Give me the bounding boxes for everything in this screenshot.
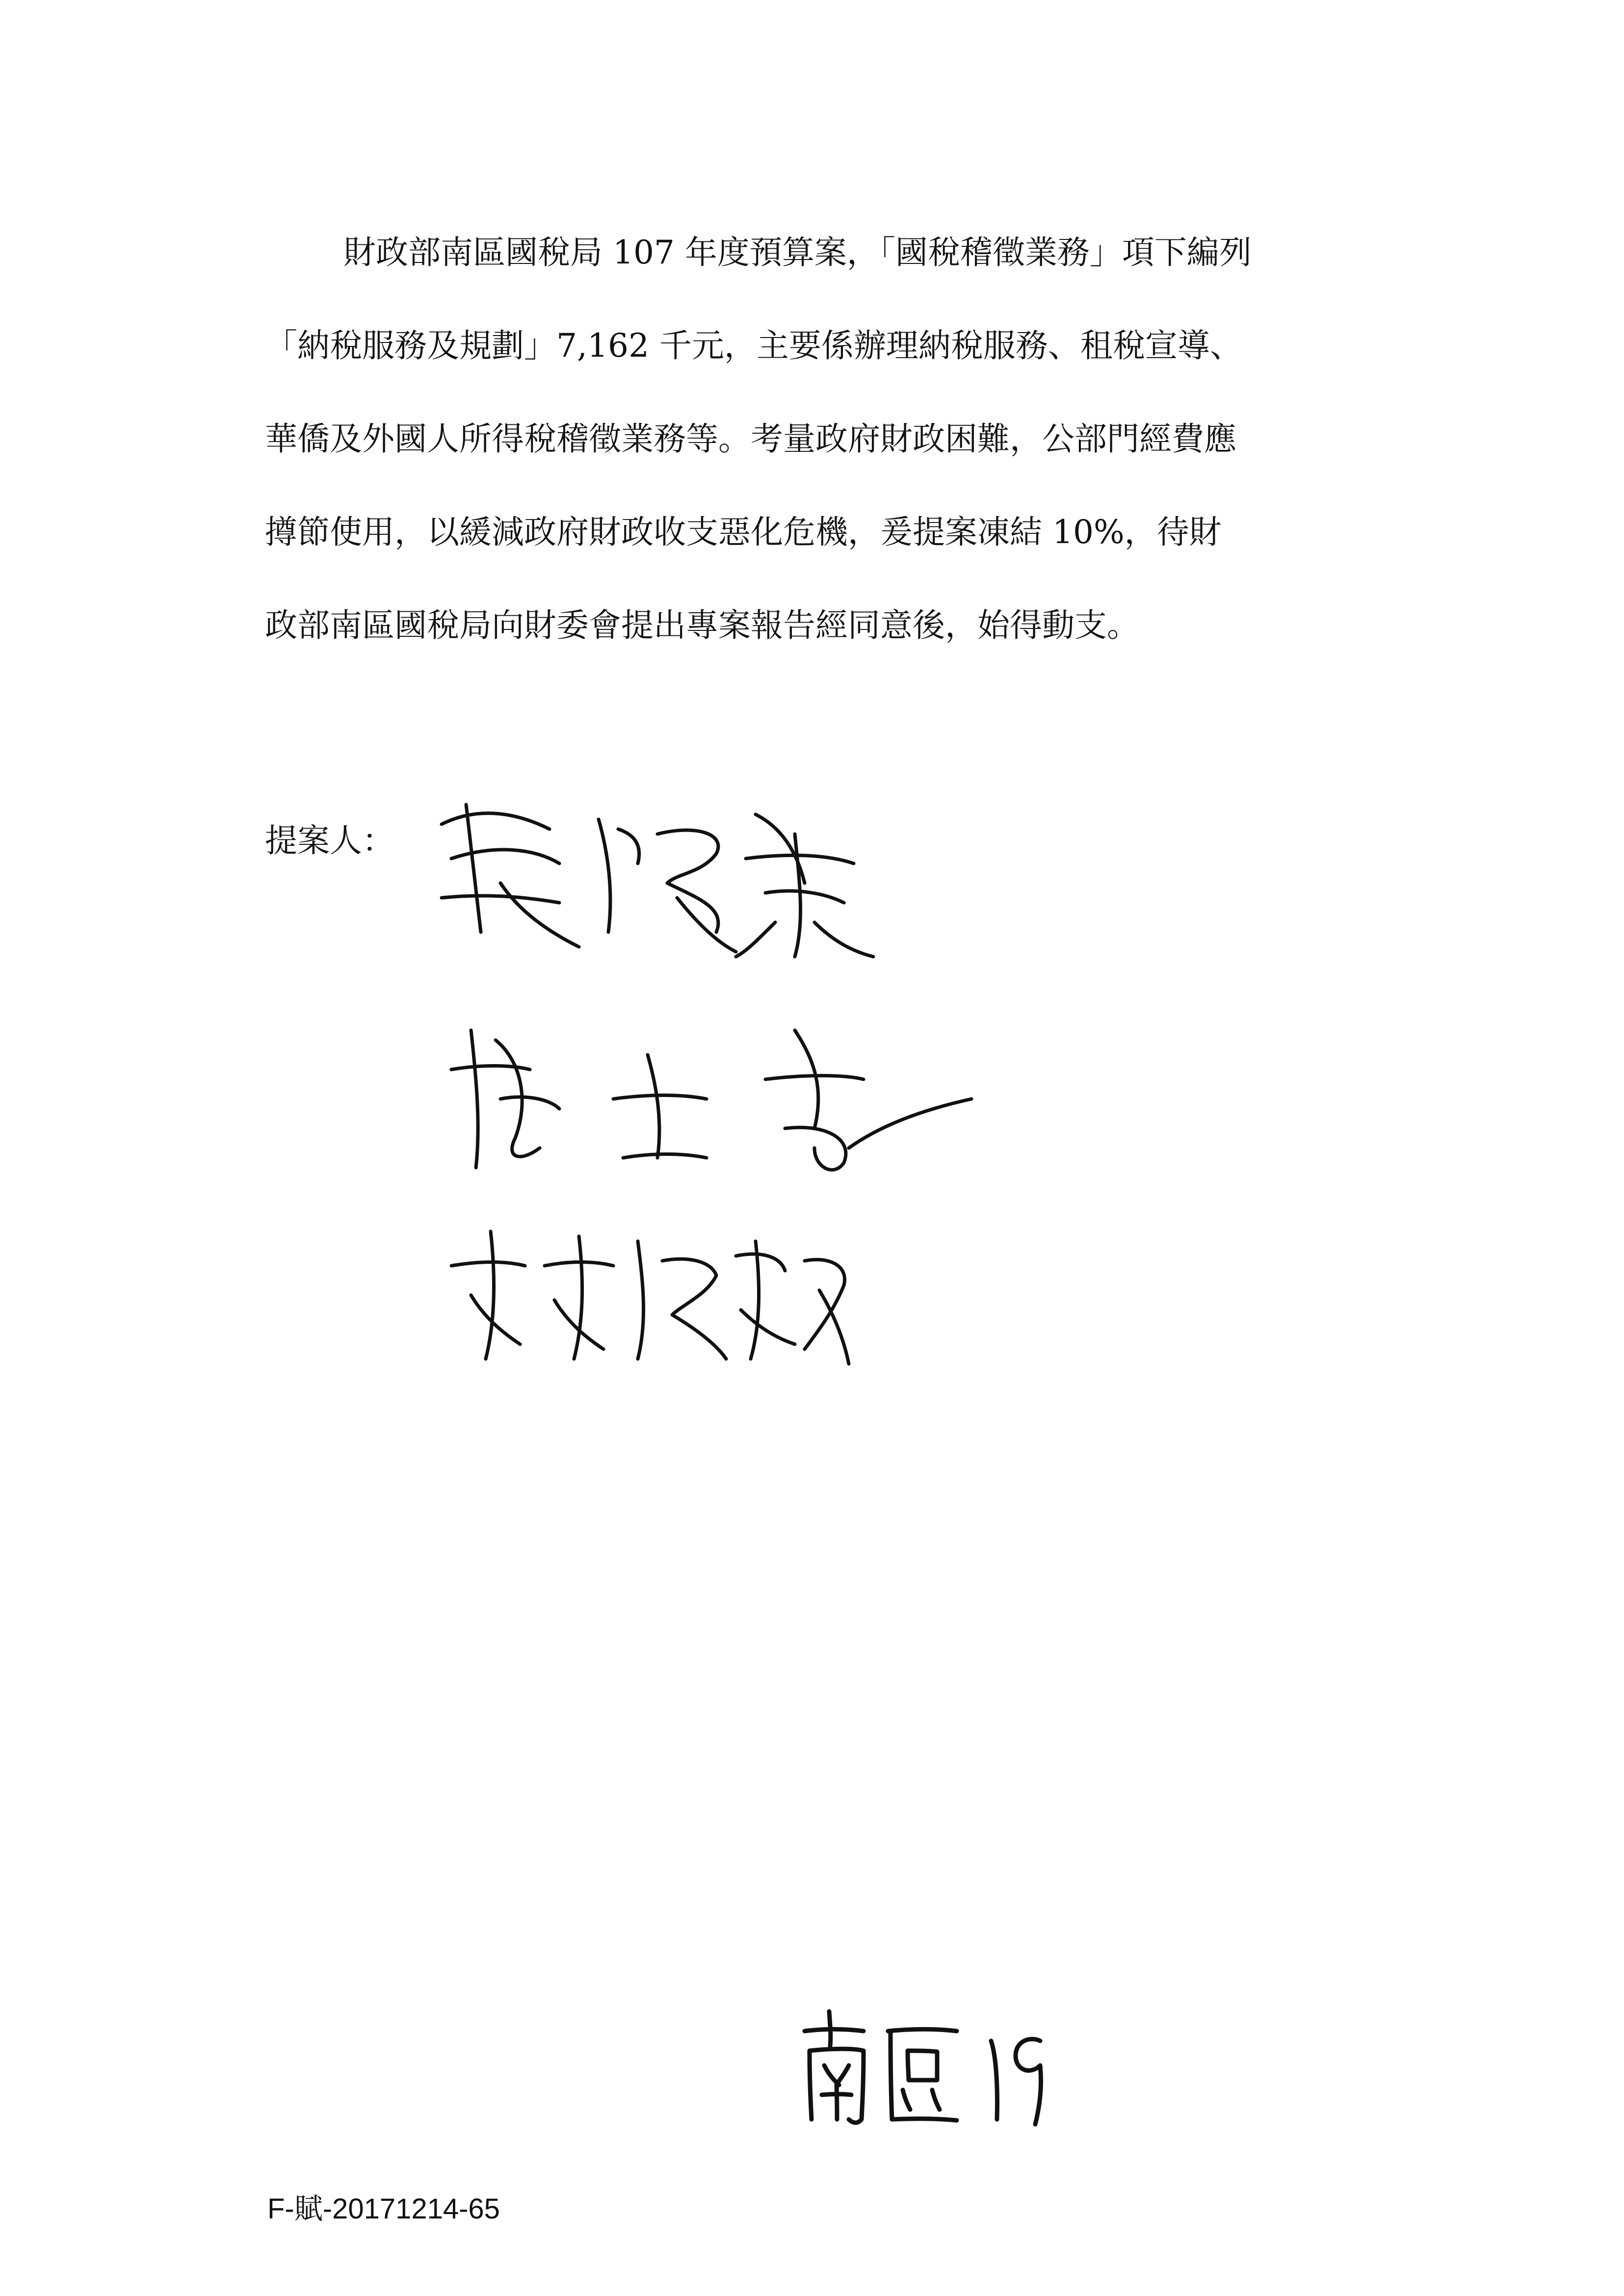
proposal-paragraph <box>265 206 1408 672</box>
signature-3 <box>442 1212 864 1376</box>
paragraph-line: 撙節使用，以緩減政府財政收支惡化危機，爰提案凍結 10%，待財 <box>265 513 1222 551</box>
paragraph-line: 「納稅服務及規劃」7,162 千元，主要係辦理納稅服務、租稅宣導、 <box>265 327 1242 365</box>
signature-1 <box>422 785 893 974</box>
document-code: F-賦-20171214-65 <box>267 2193 500 2225</box>
paragraph-line: 政部南區國稅局向財委會提出專案報告經同意後，始得動支。 <box>265 606 1139 644</box>
paragraph-line: 財政部南區國稅局 107 年度預算案，「國稅稽徵業務」項下編列 <box>343 234 1252 271</box>
signature-2 <box>442 1001 981 1185</box>
proposer-label: 提案人： <box>265 822 394 860</box>
paragraph-line: 華僑及外國人所得稅稽徵業務等。考量政府財政困難，公部門經費應 <box>265 420 1236 458</box>
page-mark <box>795 2002 1050 2132</box>
